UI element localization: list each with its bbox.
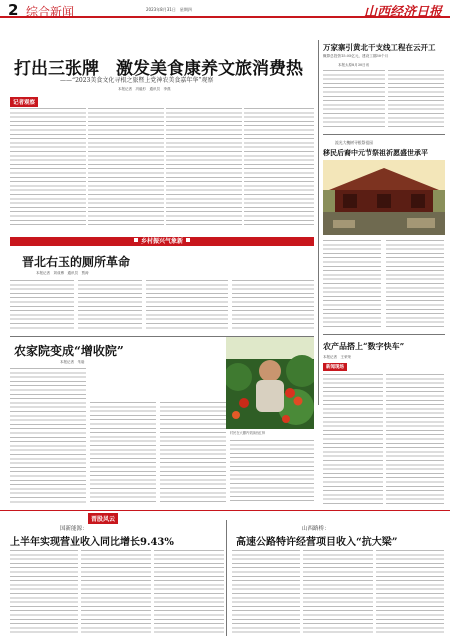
- right-bottom-column-3: [376, 550, 444, 636]
- toilet-column-2: [78, 280, 142, 330]
- banner-square-icon: [186, 238, 190, 242]
- rural-revitalization-banner: [10, 237, 314, 246]
- lead-column-3: [166, 108, 242, 228]
- banner-square-icon: [134, 238, 138, 242]
- stock-section-label: 晋股风云: [88, 513, 118, 524]
- digital-byline: 本报记者 王荣荣: [323, 355, 351, 359]
- left-bottom-column-1: [10, 550, 78, 636]
- digital-section-tag: 新闻现场: [323, 363, 347, 371]
- left-bottom-kicker: 国新能源：: [60, 526, 88, 532]
- farm-column-2: [90, 402, 156, 503]
- toilet-column-3: [146, 280, 228, 330]
- lead-deck: ——“2023美食文化寻根之旅暨上党神农美食嘉年华”观察: [60, 77, 214, 84]
- lead-column-2: [88, 108, 164, 228]
- right-top-headline: 万家寨引黄北干支线工程在云开工: [323, 43, 436, 52]
- column-divider: [318, 40, 319, 405]
- page-header: [0, 0, 450, 18]
- lead-column-1: [10, 108, 86, 228]
- photo-story-kicker: 流光大槐树寻根祭祖园: [335, 140, 373, 145]
- section-name: 综合新闻: [26, 5, 75, 19]
- farm-column-3: [160, 402, 226, 503]
- lead-section-tag: 记者观察: [10, 97, 38, 107]
- lead-column-4: [244, 108, 314, 228]
- right-lower-divider: [323, 334, 445, 335]
- farm-column-1: [10, 368, 86, 503]
- right-top-subtitle: 概算总投资15.05亿元，建设工期30个月: [323, 54, 389, 58]
- banner-label: 乡村振兴气象新: [140, 238, 183, 245]
- toilet-column-1: [10, 280, 74, 330]
- farm-photo: [226, 337, 314, 429]
- right-top-dateline: 本报太原8月30日讯: [338, 63, 370, 67]
- page-number: 2: [8, 1, 19, 19]
- photo-story-headline: 移民后裔中元节祭祖祈愿盛世承平: [323, 148, 428, 157]
- digital-headline: 农产品搭上“数字快车”: [323, 341, 405, 351]
- photo-story-column-1: [323, 240, 381, 330]
- masthead-logo: 山西经济日报: [363, 5, 442, 20]
- digital-column-2: [386, 374, 444, 504]
- farm-headline: 农家院变成“增收院”: [14, 344, 124, 358]
- digital-column-1: [323, 374, 383, 504]
- farm-column-4: [230, 440, 314, 503]
- toilet-headline: 晋北右玉的厕所革命: [22, 255, 131, 269]
- issue-date: 2023年8月31日 星期四: [146, 7, 192, 12]
- photo-story-column-2: [386, 240, 444, 330]
- toilet-column-4: [232, 280, 314, 330]
- lead-byline: 本报记者 冯毅杉 通讯员 李燕: [118, 87, 171, 91]
- right-bottom-column-1: [232, 550, 300, 636]
- farm-photo-caption: 村民在大棚内采摘西红柿: [230, 431, 266, 435]
- left-bottom-column-3: [154, 550, 224, 636]
- farm-byline: 本报记者 朱晗: [60, 360, 85, 364]
- right-top-column-1: [323, 70, 385, 130]
- right-divider: [323, 134, 445, 135]
- toilet-byline: 本报记者 刘成博 通讯员 贾涛: [36, 271, 89, 275]
- bottom-column-divider: [226, 520, 227, 636]
- right-bottom-headline: 高速公路特许经营项目收入“抗大梁”: [236, 537, 398, 548]
- right-bottom-kicker: 山西路桥：: [302, 526, 330, 532]
- left-bottom-headline: 上半年实现营业收入同比增长9.43%: [10, 537, 174, 548]
- bottom-band-rule: [0, 510, 450, 511]
- right-bottom-column-2: [303, 550, 373, 636]
- right-top-column-2: [388, 70, 444, 130]
- temple-photo: [323, 160, 445, 235]
- lead-headline: 打出三张牌 激发美食康养文旅消费热: [14, 59, 303, 79]
- left-bottom-column-2: [81, 550, 151, 636]
